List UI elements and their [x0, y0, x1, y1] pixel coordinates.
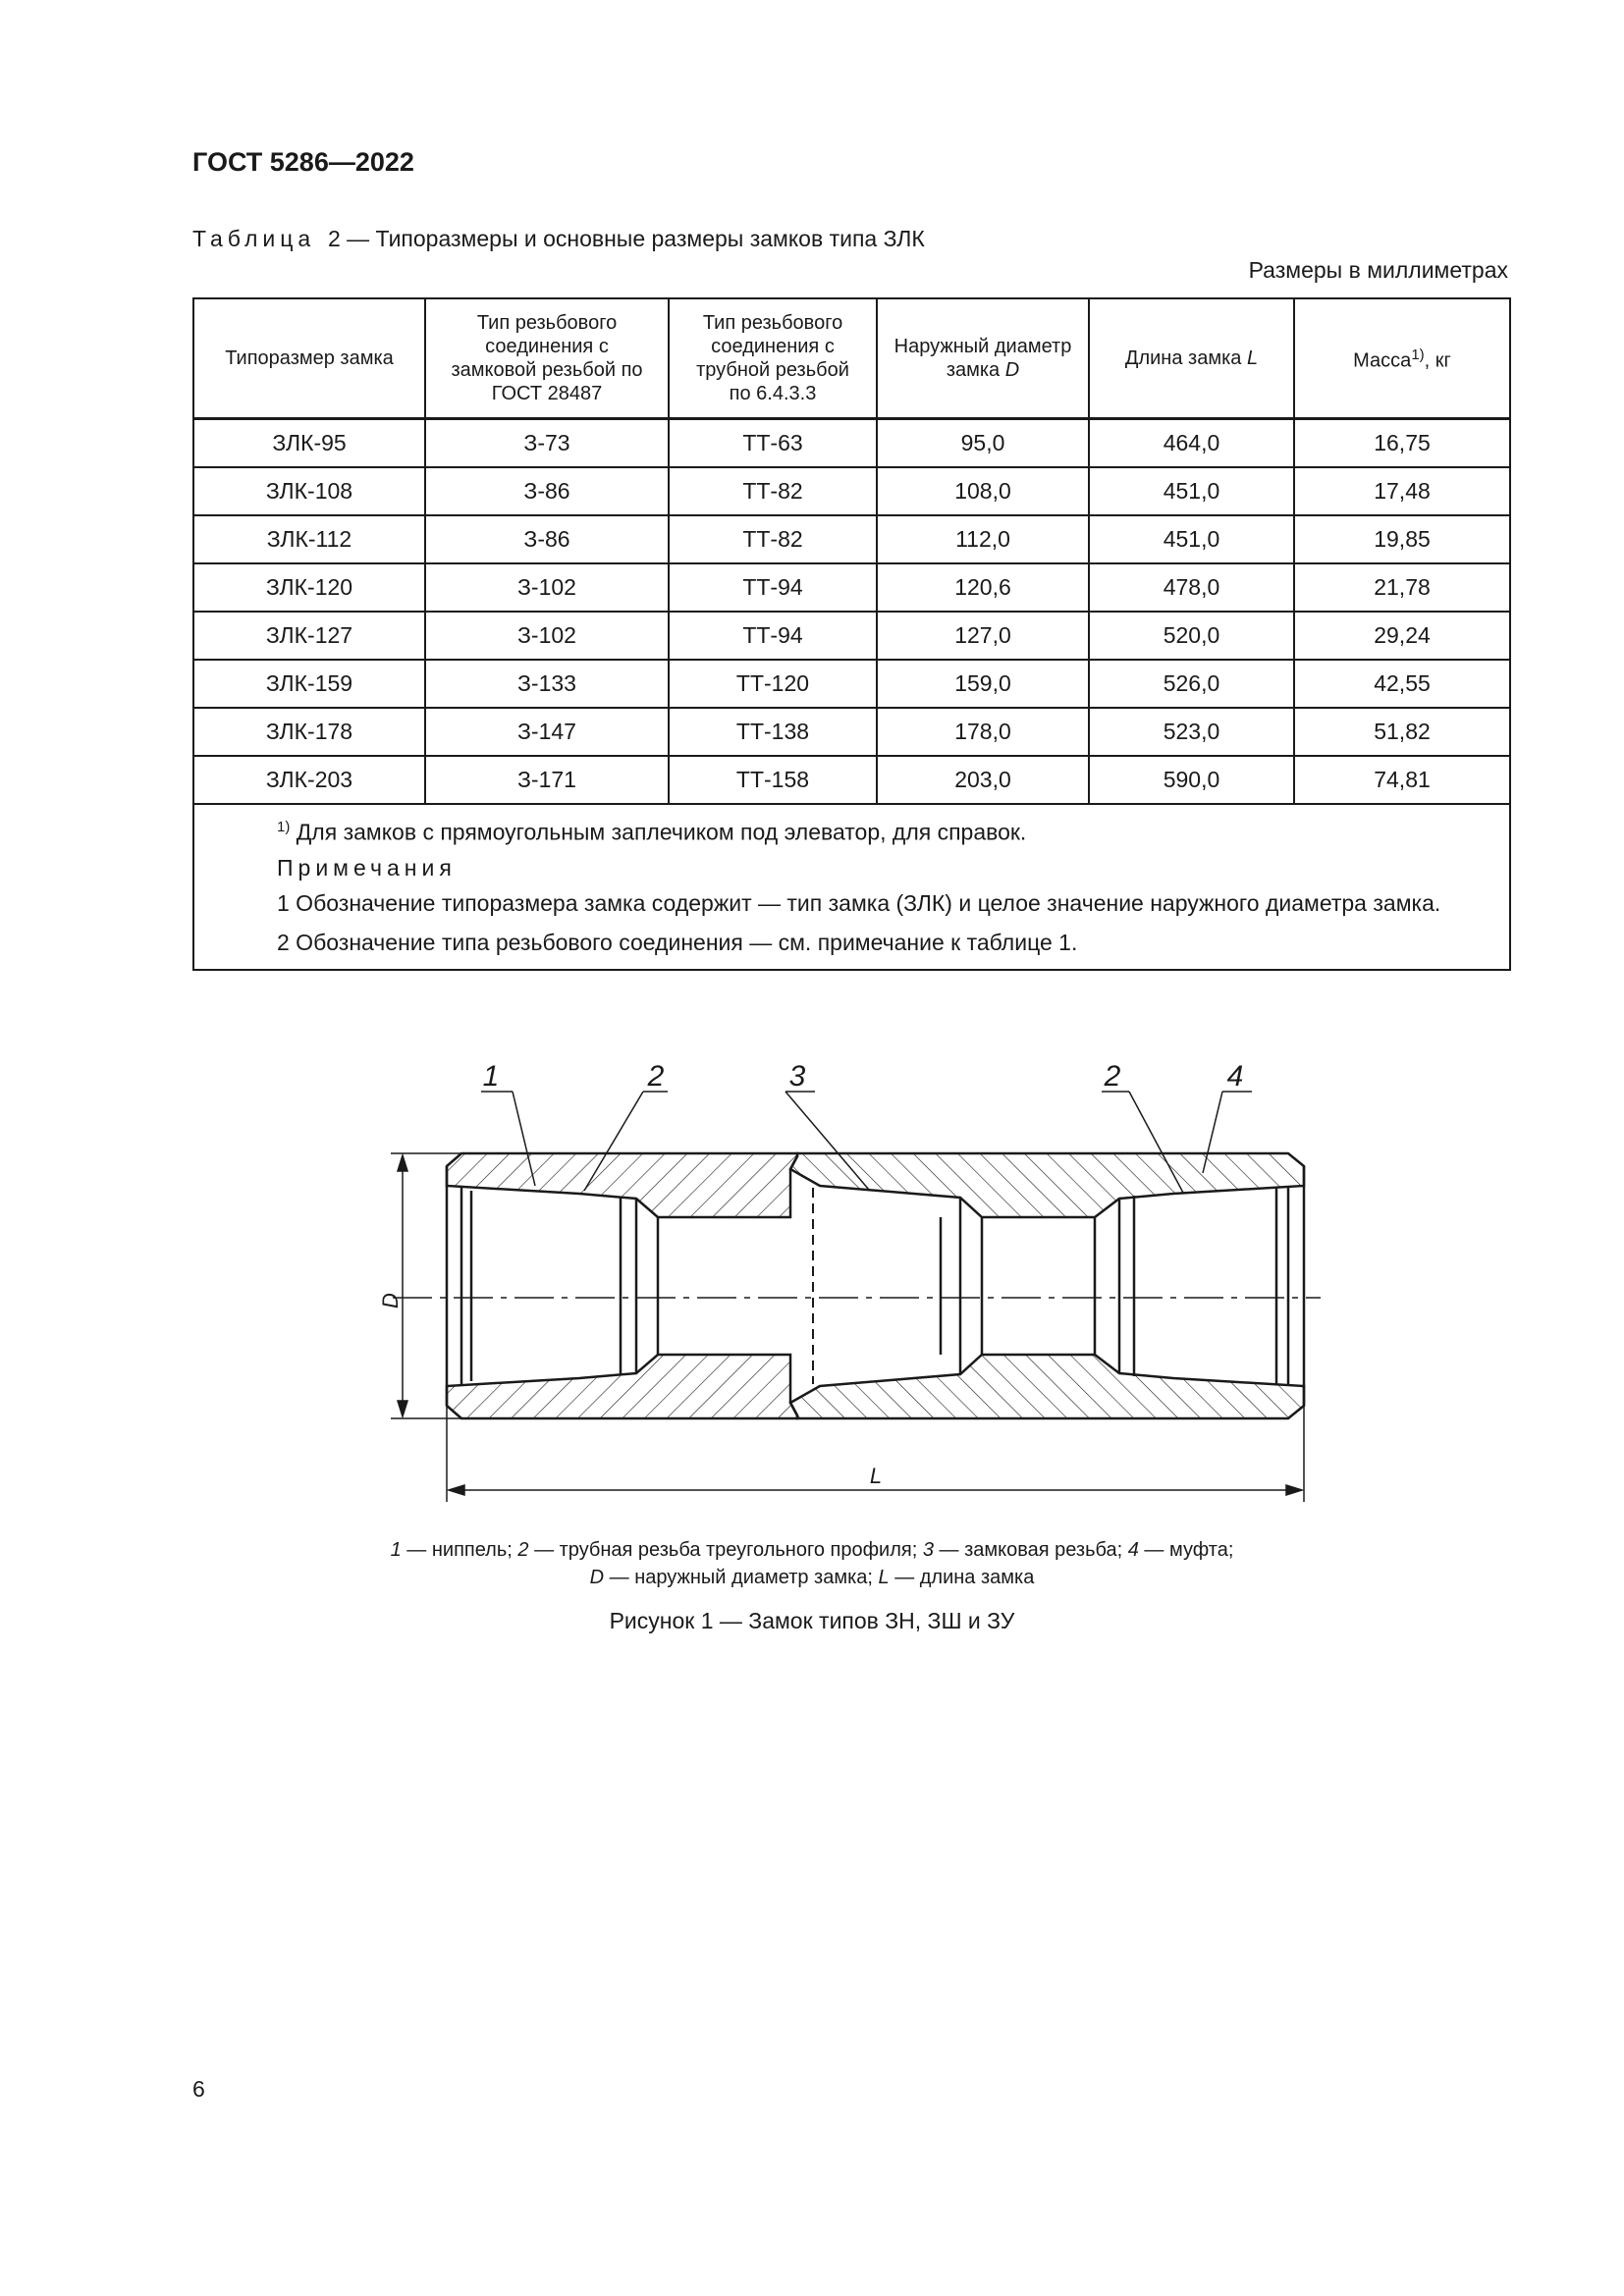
nipple-body — [447, 1153, 797, 1418]
table-cell: ТТ-63 — [669, 419, 877, 468]
table-row — [193, 708, 1510, 756]
table-cell: 29,24 — [1294, 612, 1510, 660]
footnote: $^{1)}$ Для замков с прямоугольным заплечиком под элеватор, для справок. — [277, 819, 1027, 845]
table-row — [193, 467, 1510, 515]
bore-lines — [447, 1166, 1304, 1406]
table-cell: З-133 — [425, 660, 669, 708]
table-cell: З-171 — [425, 756, 669, 804]
header-lock-thread: Тип резьбового соединения с замковой резьбой по ГОСТ 28487 — [425, 298, 669, 419]
dimension-d — [391, 1153, 461, 1418]
table-cell: ЗЛК-127 — [193, 612, 425, 660]
table-caption — [192, 226, 925, 252]
table-cell: 520,0 — [1089, 612, 1294, 660]
box-body — [790, 1153, 1304, 1418]
callout-3: 3 — [788, 1060, 806, 1093]
page-number: 6 — [192, 2076, 205, 2102]
header-pipe-thread: Тип резьбового соединения с трубной резьбой по 6.4.3.3 — [669, 298, 877, 419]
table-cell: ЗЛК-108 — [193, 467, 425, 515]
table-cell: ЗЛК-112 — [193, 515, 425, 563]
table-cell: 17,48 — [1294, 467, 1510, 515]
table-cell: 451,0 — [1089, 467, 1294, 515]
figure-legend — [0, 1536, 1624, 1591]
table-cell: 478,0 — [1089, 563, 1294, 612]
table-cell: З-86 — [425, 467, 669, 515]
table-cell: 451,0 — [1089, 515, 1294, 563]
callout-1: 1 — [482, 1060, 500, 1093]
table-notes — [193, 804, 1510, 970]
table-cell: ТТ-94 — [669, 563, 877, 612]
header-length: Длина замка L — [1089, 298, 1294, 419]
table-cell: 42,55 — [1294, 660, 1510, 708]
table-cell: ТТ-82 — [669, 467, 877, 515]
table-cell: 21,78 — [1294, 563, 1510, 612]
table-cell: З-73 — [425, 419, 669, 468]
dimension-d-label: D — [378, 1293, 403, 1308]
table-cell: ЗЛК-120 — [193, 563, 425, 612]
table-cell: ЗЛК-178 — [193, 708, 425, 756]
header-size: Типоразмер замка — [193, 298, 425, 419]
header-mass: Масса$^{1)}$, кг — [1294, 298, 1510, 419]
table-cell: 16,75 — [1294, 419, 1510, 468]
table-cell: З-102 — [425, 563, 669, 612]
table-caption-word: Таблица — [192, 226, 316, 251]
table-cell: 95,0 — [877, 419, 1089, 468]
table-row — [193, 756, 1510, 804]
callout-2-left: 2 — [647, 1060, 665, 1093]
note-1: 1 Обозначение типоразмера замка содержит — тип замка (ЗЛК) и целое значение наружного диаметра замка. — [277, 889, 1441, 916]
legend-line-1: 1 — ниппель; 2 — трубная резьба треугольного профиля; 3 — замковая резьба; 4 — муфта; — [390, 1539, 1234, 1561]
table-row — [193, 563, 1510, 612]
callout-4: 4 — [1226, 1060, 1244, 1093]
table-row — [193, 515, 1510, 563]
table-cell: 108,0 — [877, 467, 1089, 515]
units-note: Размеры в миллиметрах — [1248, 257, 1508, 283]
dimension-l-label: L — [869, 1464, 883, 1488]
table-cell: 178,0 — [877, 708, 1089, 756]
note-2: 2 Обозначение типа резьбового соединения — см. примечание к таблице 1. — [277, 929, 1078, 955]
table-cell: 526,0 — [1089, 660, 1294, 708]
table-cell: 74,81 — [1294, 756, 1510, 804]
table-caption-text: 2 — Типоразмеры и основные размеры замков типа ЗЛК — [327, 226, 925, 251]
table-row — [193, 612, 1510, 660]
table-cell: 159,0 — [877, 660, 1089, 708]
legend-line-2: D — наружный диаметр замка; L — длина замка — [589, 1567, 1035, 1588]
callout-2-right: 2 — [1104, 1060, 1121, 1093]
table-notes-row — [193, 804, 1510, 970]
table-row — [193, 660, 1510, 708]
table-cell: ЗЛК-95 — [193, 419, 425, 468]
lock-drawing — [0, 1041, 1624, 1531]
table-cell: З-86 — [425, 515, 669, 563]
figure-title: Рисунок 1 — Замок типов ЗН, ЗШ и ЗУ — [609, 1608, 1015, 1633]
table-header-row — [193, 298, 1510, 419]
table-cell: 120,6 — [877, 563, 1089, 612]
table-cell: 523,0 — [1089, 708, 1294, 756]
page-header: ГОСТ 5286—2022 — [192, 147, 414, 177]
table-cell: 203,0 — [877, 756, 1089, 804]
table-cell: 19,85 — [1294, 515, 1510, 563]
table-cell: ЗЛК-203 — [193, 756, 425, 804]
table-cell: ТТ-158 — [669, 756, 877, 804]
table-cell: ТТ-120 — [669, 660, 877, 708]
table-cell: 112,0 — [877, 515, 1089, 563]
table-cell: ТТ-138 — [669, 708, 877, 756]
table-cell: 590,0 — [1089, 756, 1294, 804]
header-diameter: Наружный диаметр замка D — [877, 298, 1089, 419]
table-cell: З-147 — [425, 708, 669, 756]
notes-title: Примечания — [277, 854, 457, 881]
sizes-table — [192, 297, 1511, 971]
table-cell: ЗЛК-159 — [193, 660, 425, 708]
table-cell: ТТ-94 — [669, 612, 877, 660]
table-cell: З-102 — [425, 612, 669, 660]
table-cell: 127,0 — [877, 612, 1089, 660]
table-row — [193, 419, 1510, 468]
table-cell: 464,0 — [1089, 419, 1294, 468]
table-cell: ТТ-82 — [669, 515, 877, 563]
table-cell: 51,82 — [1294, 708, 1510, 756]
